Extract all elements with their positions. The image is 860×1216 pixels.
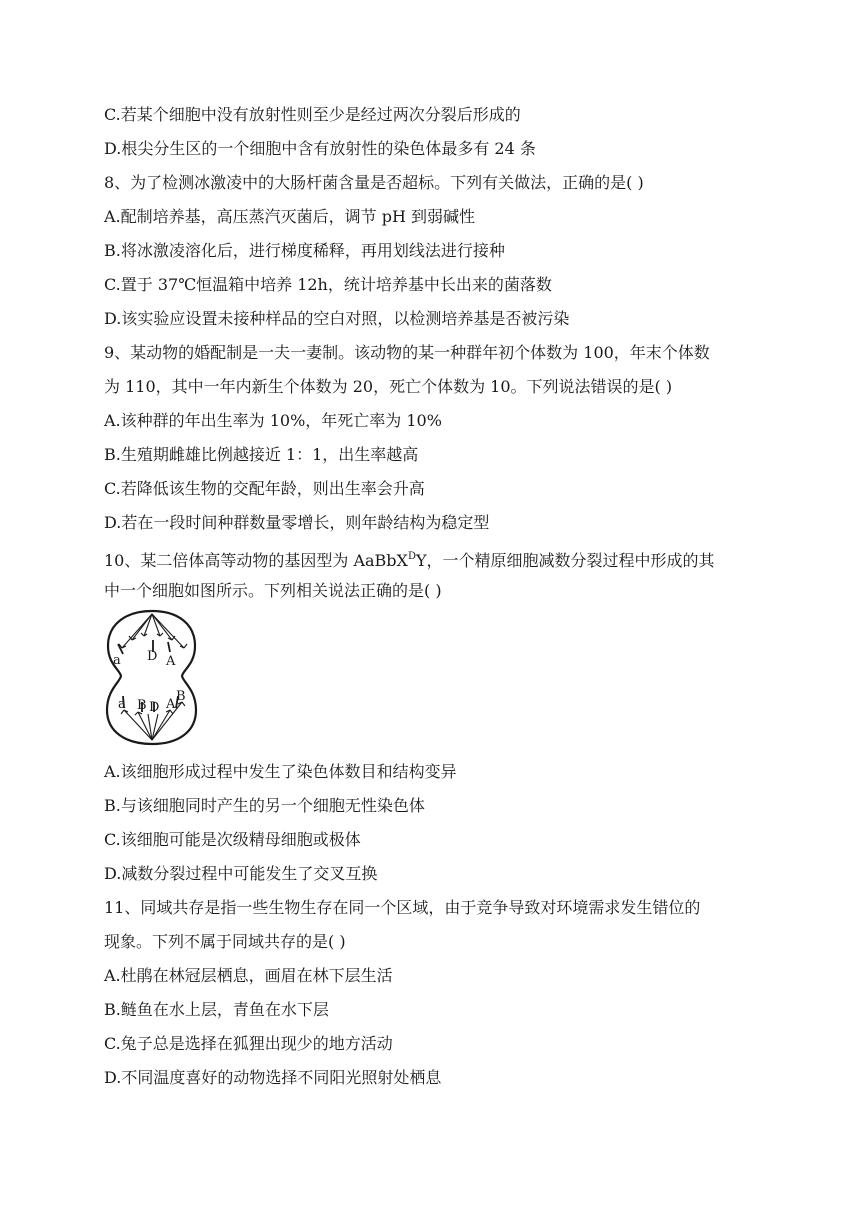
q10-option-c: C.该细胞可能是次级精母细胞或极体 [104,830,361,849]
q11-option-b: B.鲢鱼在水上层，青鱼在水下层 [104,1000,329,1019]
label-bottom-a: a [118,697,126,712]
q10-stem-line2: 中一个细胞如图所示。下列相关说法正确的是( ) [104,581,442,600]
label-bottom-b: B [137,698,147,713]
q8-stem: 8、为了检测冰激凌中的大肠杆菌含量是否超标。下列有关做法，正确的是( ) [104,173,644,192]
q8-option-a: A.配制培养基，高压蒸汽灭菌后，调节 pH 到弱碱性 [104,207,476,226]
q11-option-d: D.不同温度喜好的动物选择不同阳光照射处栖息 [104,1068,442,1087]
q11-stem-line1: 11、同域共存是指一些生物生存在同一个区域，由于竞争导致对环境需求发生错位的 [104,898,701,917]
q11-option-c: C.兔子总是选择在狐狸出现少的地方活动 [104,1034,393,1053]
label-bottom-d: D [149,700,160,715]
q9-stem-line1: 9、某动物的婚配制是一夫一妻制。该动物的某一种群年初个体数为 100，年末个体数 [104,343,710,362]
label-top-d: D [147,649,158,664]
q7-option-c: C.若某个细胞中没有放射性则至少是经过两次分裂后形成的 [104,105,521,124]
label-bottom-a2: A [166,697,176,712]
q8-option-d: D.该实验应设置未接种样品的空白对照，以检测培养基是否被污染 [104,309,570,328]
cell-division-figure [104,606,200,750]
q7-option-d: D.根尖分生区的一个细胞中含有放射性的染色体最多有 24 条 [104,139,536,158]
q8-option-c: C.置于 37℃恒温箱中培养 12h，统计培养基中长出来的菌落数 [104,275,552,294]
q9-option-a: A.该种群的年出生率为 10%，年死亡率为 10% [104,411,442,430]
q9-option-d: D.若在一段时间种群数量零增长，则年龄结构为稳定型 [104,513,490,532]
q9-stem-line2: 为 110，其中一年内新生个体数为 20，死亡个体数为 10。下列说法错误的是( ) [104,377,673,396]
q8-option-b: B.将冰激凌溶化后，进行梯度稀释，再用划线法进行接种 [104,241,505,260]
label-top-a: a [113,653,121,668]
chromosome-top-a2 [168,642,170,652]
cell-membrane [107,611,196,744]
q11-option-a: A.杜鹃在林冠层栖息，画眉在林下层生活 [104,966,393,985]
q9-option-b: B.生殖期雌雄比例越接近 1：1，出生率越高 [104,445,419,464]
q10-option-a: A.该细胞形成过程中发生了染色体数目和结构变异 [104,762,457,781]
q10-option-b: B.与该细胞同时产生的另一个细胞无性染色体 [104,796,425,815]
q10-stem-text-a: 10、某二倍体高等动物的基因型为 AaBbX [104,551,408,570]
q10-stem-line1 [104,547,715,570]
q10-superscript: D [407,551,416,562]
label-bottom-b2: B [176,689,186,704]
q10-stem-text-b: Y，一个精原细胞减数分裂过程中形成的其 [415,551,715,570]
q11-stem-line2: 现象。下列不属于同域共存的是( ) [104,932,346,951]
q9-option-c: C.若降低该生物的交配年龄，则出生率会升高 [104,479,425,498]
q10-option-d: D.减数分裂过程中可能发生了交叉互换 [104,864,378,883]
label-top-a2: A [166,654,176,669]
